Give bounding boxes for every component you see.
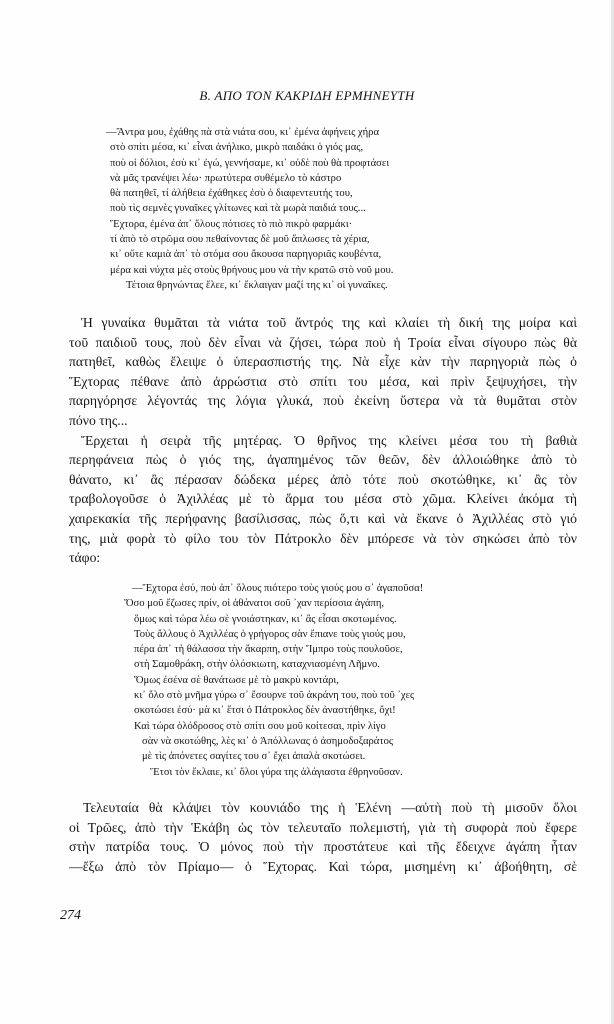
commentary-paragraph-helen (69, 798, 577, 876)
paragraph-line: θάνατο, κι᾽ ἂς πέρασαν δώδεκα μέρες ἀπὸ τότε ποὺ σκοτώθηκε, κι᾽ ἂς τὸν (69, 471, 577, 487)
paragraph-line: —ἔξω ἀπὸ τὸν Πρίαμο— ὁ Ἕχτορας. Καὶ τώρα, μισημένη κι᾽ ἀβοήθητη, σὲ (69, 858, 577, 874)
poem-line: Ἕχτορα, ἐμένα ἀπ᾽ ὅλους πότισες τὸ πιὸ πικρὸ φαρμάκι· (110, 218, 353, 230)
lament-poem-andromache (106, 125, 393, 293)
poem-line: ποὺ οἱ δόλιοι, ἐσὺ κι᾽ ἐγώ, γεννήσαμε, κι᾽ οὐδὲ ποὺ θὰ προφτάσει (110, 157, 390, 169)
poem-line: θὰ πατηθεῖ, τί ἀλήθεια ἐχάθηκες ἐσὺ ὁ διαφεντευτής του, (110, 188, 353, 200)
paragraph-line: οἱ Τρῶες, ἀπὸ τὴν Ἑκάβη ὡς τὸν τελευταῖο πολεμιστή, γιὰ τὴ συφορὰ ποὺ ἔφερε (69, 819, 577, 835)
paragraph-line: Ἔρχεται ἡ σειρὰ τῆς μητέρας. Ὁ θρῆνος της κλείνει μέσα του τὴ βαθιὰ (81, 432, 577, 448)
poem-line: ποὺ τὶς σεμνὲς γυναῖκες γλίτωνες καὶ τὰ μωρὰ παιδιά τους... (110, 203, 366, 215)
commentary-paragraphs (69, 313, 577, 568)
poem-line: Ἔτσι τὸν ἔκλαιε, κι᾽ ὅλοι γύρα της ἀλάγιαστα ἐθρηνοῦσαν. (150, 766, 403, 778)
poem-line: κι᾽ ὅλο στὸ μνῆμα γύρω σ᾽ ἔσουρνε τοῦ ἀκράνη του, ποὺ τοῦ ᾽χες (134, 690, 415, 702)
paragraph-line: παρηγόρησε λέγοντάς της λόγια γλυκά, ποὺ ἐκείνη ὕστερα νὰ τὰ θυμᾶται στὸν (69, 393, 577, 409)
poem-line: κι᾽ οὔτε καμιὰ ἀπ᾽ τὸ στόμα σου ἄκουσα παρηγοριᾶς κουβέντα, (110, 249, 382, 261)
poem-line: μὲ τὶς ἀπόνετες σαγίτες του σ᾽ ἔχει ἁπαλὰ σκοτώσει. (142, 751, 366, 763)
poem-line: μέρα καὶ νύχτα μὲς στοὺς θρήνους μου νὰ τὴν κρατῶ στὸ νοῦ μου. (110, 264, 394, 276)
poem-line: πέρα ἀπ᾽ τὴ θάλασσα τὴν ἄκαρπη, στὴν Ἴμπρο τοὺς πουλοῦσε, (134, 644, 403, 656)
paragraph-line: χαιρεκακία τῆς περήφανης βασίλισσας, πὼς ὅ,τι καὶ νὰ ἔκανε ὁ Ἀχιλλέας στὸ γιό (69, 510, 577, 526)
poem-line: —Ἕχτορα ἐσύ, ποὺ ἀπ᾽ ὅλους πιότερο τοὺς γιούς μου σ᾽ ἀγαποῦσα! (132, 583, 424, 594)
poem-line: —Ἄντρα μου, ἐχάθης πὰ στὰ νιάτα σου, κι᾽ ἐμένα ἀφήνεις χήρα (106, 127, 380, 138)
poem-line: Τοὺς ἄλλους ὁ Ἀχιλλέας ὁ γρήγορος σὰν ἔπιανε τοὺς γιούς μου, (134, 628, 406, 640)
poem-line: Ὅσο μοῦ ἔζωσες πρίν, οἱ ἀθάνατοι σοῦ ᾽χαν περίσσια ἀγάπη, (124, 598, 385, 610)
poem-line: ὅμως καὶ τώρα λέω σὲ γνοιάστηκαν, κι᾽ ἂς εἶσαι σκοτωμένος. (134, 613, 397, 625)
poem-line: στὸ σπίτι μέσα, κι᾽ εἶναι ἀνήλικο, μικρὸ παιδάκι ὁ γιός μας, (110, 142, 364, 154)
paragraph-line: Τελευταία θὰ κλάψει τὸν κουνιάδο της ἡ Ἑλένη —αὐτὴ ποὺ τὴ μισοῦν ὅλοι (83, 800, 577, 815)
paragraph-line: Ἕχτορας πέθανε ἀπὸ ἀρρώστια στὸ σπίτι του μέσα, καὶ πρὶν ξεψυχήσει, τὴν (69, 373, 577, 389)
poem-line: Καὶ τώρα ὁλόδροσος στὸ σπίτι σου μοῦ κοίτεσαι, πρὶν λίγο (134, 720, 386, 732)
paragraph-line: περηφάνεια πὼς ὁ γιός της, ἀγαπημένος τῶν θεῶν, δὲν ἀλλοιώθηκε ἀπὸ τὸ (69, 452, 577, 468)
section-heading: Β. ΑΠΟ ΤΟΝ ΚΑΚΡΙΔΗ ΕΡΜΗΝΕΥΤΗ (199, 88, 415, 103)
paragraph-line: πατηθεῖ, καθὼς ἔλειψε ὁ ὑπερασπιστής της. Νὰ εἶχε κὰν τὴν παρηγοριὰ πὼς ὁ (69, 354, 577, 370)
poem-line: σκοτώσει ἐσύ· μὰ κι᾽ ἔτσι ὁ Πάτροκλος δὲν ἀναστήθηκε, ὄχι! (134, 705, 396, 717)
poem-line: σὰν νὰ σκοτώθης, λὲς κι᾽ ὁ Ἀπόλλωνας ὁ ἀσημοδοξαράτος (142, 735, 394, 747)
poem-line: νὰ μᾶς τρανέψει λέω· πρωτύτερα συθέμελο τὸ κάστρο (110, 172, 342, 184)
paragraph-line: τραβολογοῦσε ὁ Ἀχιλλέας μὲ τὸ ἅρμα του μέσα στὸ χῶμα. Κλείνει ἀκόμα τὴ (69, 491, 577, 507)
paragraph-line: πόνο της... (69, 412, 128, 428)
paragraph-line: τοῦ παιδιοῦ τους, ποὺ δὲν εἶναι νὰ ζήσει, τώρα ποὺ ἡ Τροία εἶναι σίγουρο πὼς θὰ (69, 334, 577, 350)
poem-line: Τέτοια θρηνώντας ἔλεε, κι᾽ ἔκλαιγαν μαζί της κι᾽ οἱ γυναῖκες. (126, 279, 388, 291)
paragraph-line: της, μιὰ φορὰ τὸ φίλο του τὸν Πάτροκλο δὲν μπόρεσε νὰ τὸν σηκώσει ἀπὸ τὸν (69, 530, 577, 546)
poem-line: Ὅμως ἐσένα σὲ θανάτωσε μὲ τὸ μακρὺ κοντάρι, (134, 674, 339, 686)
paragraph-line: στὴν πατρίδα τους. Ὁ μόνος ποὺ τὴν προστάτευε καὶ τῆς ἔδειχνε ἀγάπη ἦταν (69, 839, 577, 855)
poem-line: στὴ Σαμοθράκη, στὴν ὁλόσκιωτη, καταχνιασμένη Λῆμνο. (134, 659, 380, 671)
page-number: 274 (60, 908, 81, 923)
lament-poem-hecuba (124, 581, 423, 780)
poem-line: τί ἀπὸ τὸ στρῶμα σου πεθαίνοντας δὲ μοῦ ἅπλωσες τὰ χέρια, (110, 234, 370, 246)
paragraph-line: τάφο: (69, 550, 101, 566)
paragraph-line: Ἡ γυναίκα θυμᾶται τὰ νιάτα τοῦ ἄντρός της καὶ κλαίει τὴ δική της μοίρα καὶ (81, 315, 577, 330)
